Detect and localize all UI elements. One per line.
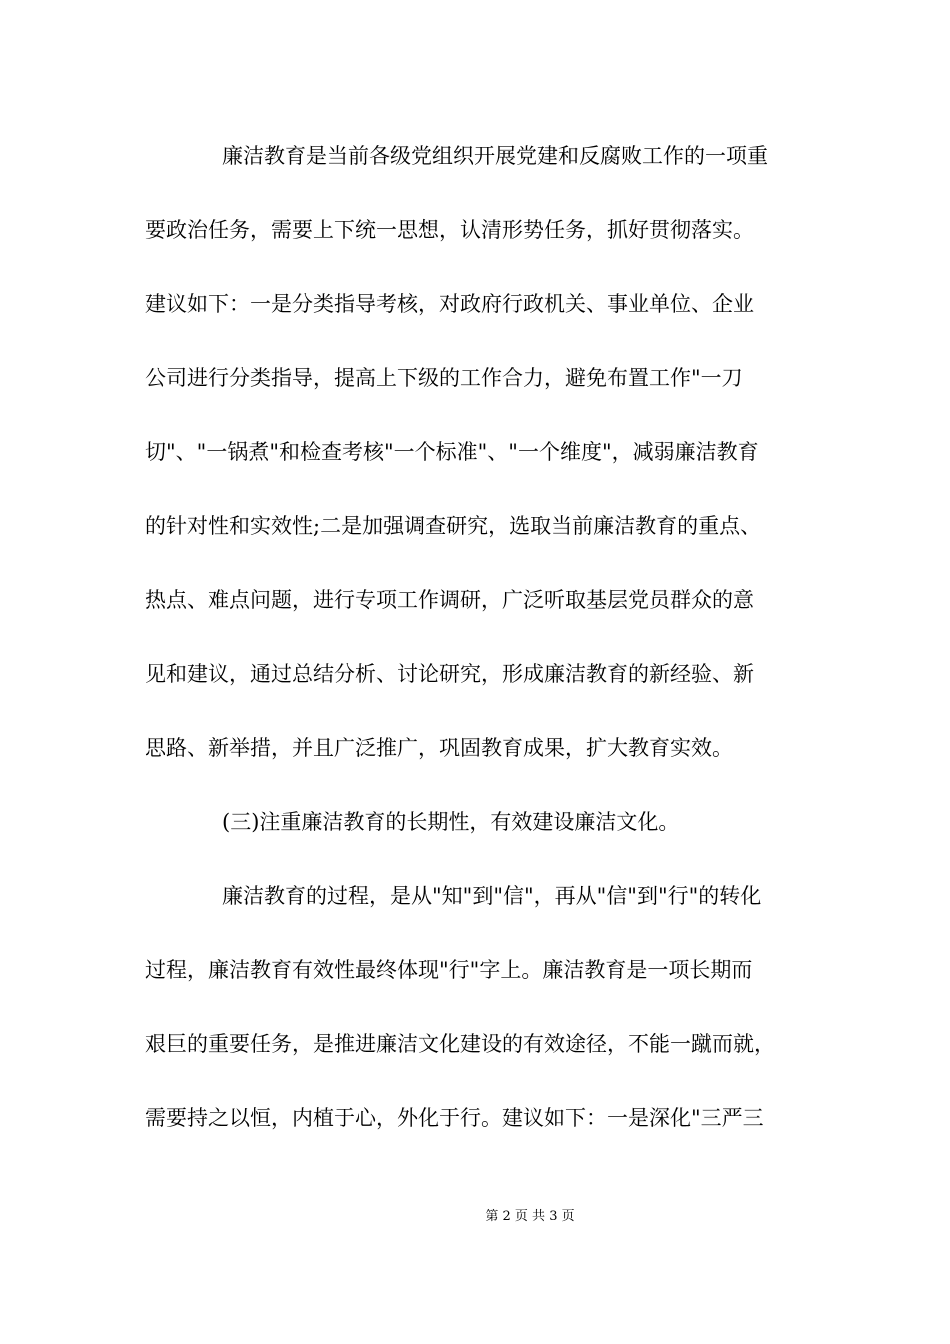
paragraph-2-line-4: 需要持之以恒，内植于心，外化于行。建议如下：一是深化"三严三 [145, 1106, 764, 1130]
paragraph-2-line-3: 艰巨的重要任务，是推进廉洁文化建设的有效途径，不能一蹴而就， [145, 1032, 775, 1056]
paragraph-1-line-9: 思路、新举措，并且广泛推广，巩固教育成果，扩大教育实效。 [145, 736, 733, 760]
paragraph-1-line-5: 切"、"一锅煮"和检查考核"一个标准"、"一个维度"，减弱廉洁教育 [145, 440, 759, 464]
paragraph-2-line-2: 过程，廉洁教育有效性最终体现"行"字上。廉洁教育是一项长期而 [145, 958, 753, 982]
section-heading: (三)注重廉洁教育的长期性，有效建设廉洁文化。 [222, 810, 680, 834]
paragraph-1-line-7: 热点、难点问题，进行专项工作调研，广泛听取基层党员群众的意 [145, 588, 754, 612]
paragraph-1-line-6: 的针对性和实效性;二是加强调查研究，选取当前廉洁教育的重点、 [145, 514, 762, 538]
paragraph-1-line-3: 建议如下：一是分类指导考核，对政府行政机关、事业单位、企业 [145, 292, 754, 316]
paragraph-2-line-1: 廉洁教育的过程，是从"知"到"信"，再从"信"到"行"的转化 [222, 884, 762, 908]
paragraph-1-line-4: 公司进行分类指导，提高上下级的工作合力，避免布置工作"一刀 [145, 366, 743, 390]
paragraph-1-line-8: 见和建议，通过总结分析、讨论研究，形成廉洁教育的新经验、新 [145, 662, 754, 686]
page-number: 第 2 页 共 3 页 [485, 1209, 575, 1224]
paragraph-1-line-2: 要政治任务，需要上下统一思想，认清形势任务，抓好贯彻落实。 [145, 218, 754, 242]
paragraph-1-line-1: 廉洁教育是当前各级党组织开展党建和反腐败工作的一项重 [222, 144, 768, 168]
page-footer [0, 1208, 950, 1226]
